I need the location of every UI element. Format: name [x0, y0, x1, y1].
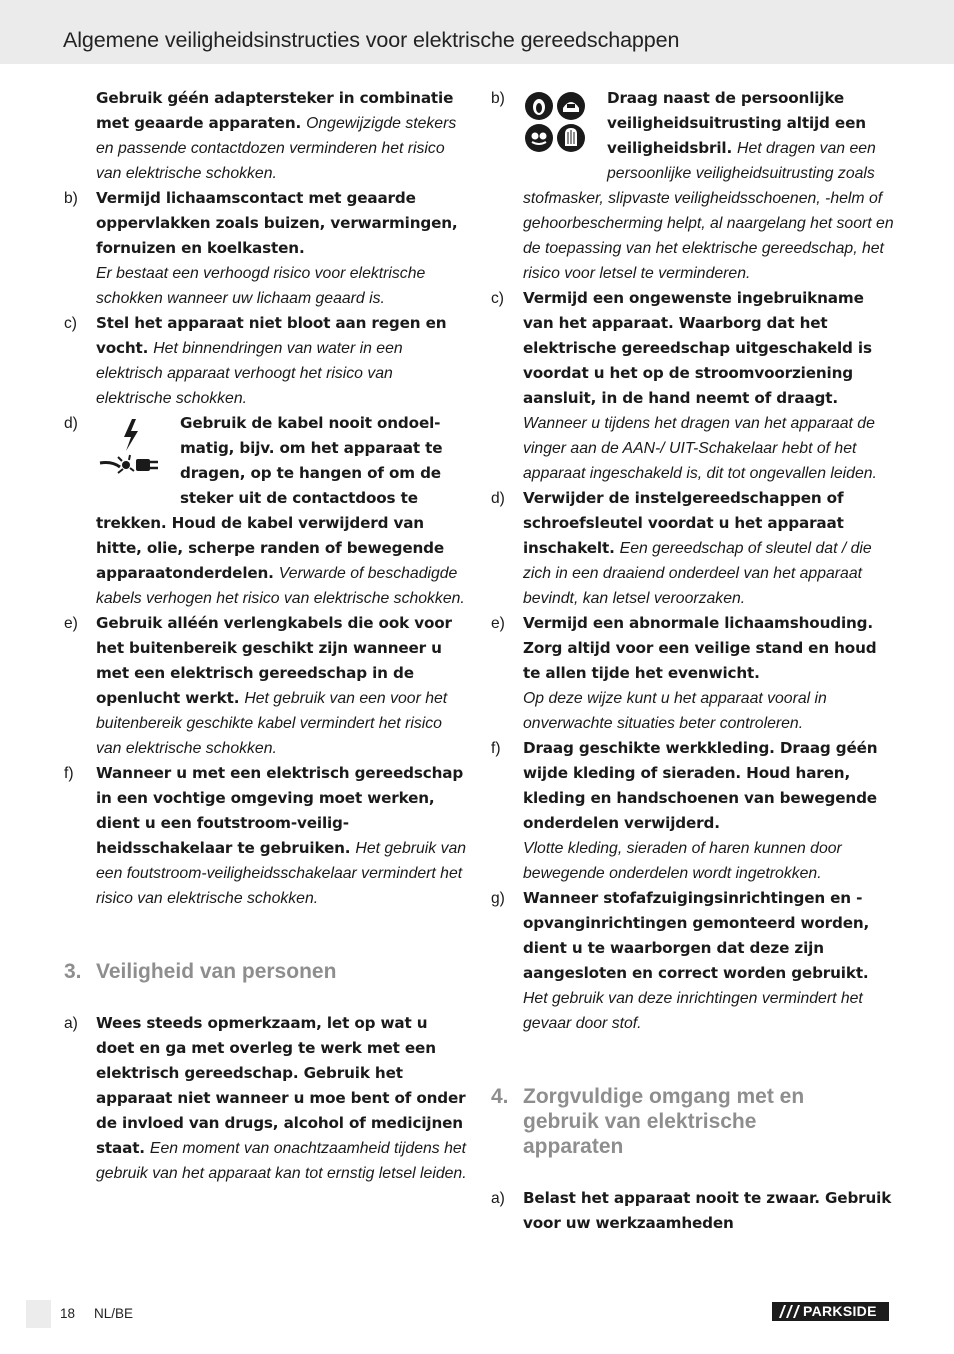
list-item	[487, 486, 897, 611]
language-code: NL/BE	[94, 1306, 134, 1321]
item-letter: c)	[491, 290, 504, 307]
instruction-bold: Gebruik alléén verlengkabels die ook voor het buitenbereik geschikt zijn wanneer u met een elektrisch gereedschap in de openlucht werkt.	[96, 614, 452, 707]
instruction-italic: Ongewijzigde stekers en passende contactdozen verminderen het risico van elektrische schokken.	[96, 115, 457, 182]
item-letter: e)	[491, 615, 505, 632]
list-item	[487, 886, 897, 1036]
item-letter: f)	[64, 765, 74, 782]
item-letter: a)	[64, 1015, 78, 1032]
instruction-italic: Het binnendringen van water in een elektrisch apparaat verhoogt het risico van elektrische schokken.	[96, 340, 403, 407]
instruction-italic: Een moment van onachtzaamheid tijdens het gebruik van het apparaat kan tot ernstig letsel leiden.	[96, 1140, 467, 1182]
item-letter: e)	[64, 615, 78, 632]
instruction-italic: Een gereedschap of sleutel dat / die zich in een draaiend onderdeel van het apparaat bevindt, kan letsel veroorzaken.	[523, 540, 872, 607]
instruction-italic: Er bestaat een verhoogd risico voor elektrische schokken wanneer uw lichaam geaard is.	[96, 265, 426, 307]
page-number-box	[26, 1300, 51, 1328]
instruction-bold: Vermijd een ongewenste ingebruikname van het apparaat. Waarborg dat het elektrische gereedschap uitgeschakeld is voordat u het op de stroomvoorziening aansluit, in de hand neemt of draagt.	[523, 289, 872, 407]
section-number: 4.	[491, 1085, 509, 1108]
list-item	[487, 286, 897, 486]
instruction-italic: Het gebruik van een voor het buitenbereik geschikte kabel vermindert het risico van elektrische schokken.	[96, 690, 448, 757]
page-number: 18	[60, 1306, 76, 1321]
instruction-italic: Vlotte kleding, sieraden of haren kunnen door bewegende onderdelen wordt ingetrokken.	[523, 840, 842, 882]
protective-equipment-icon	[523, 90, 589, 162]
section-title-text: Veiligheid van personen	[96, 960, 337, 983]
list-item	[60, 311, 470, 411]
list-item	[60, 1011, 470, 1186]
parkside-logo	[772, 1302, 889, 1321]
section-heading	[487, 1084, 827, 1159]
instruction-bold: Wanneer stofafzuigingsinrichtingen en -opvanginrichtingen gemonteerd worden, dient u te waarborgen dat deze zijn aangesloten en correct worden gebruikt.	[523, 889, 870, 982]
instruction-bold: Draag naast de persoonlijke veiligheidsuitrusting altijd een veiligheidsbril.	[607, 89, 866, 157]
list-item	[60, 86, 470, 186]
parkside-stripes-icon	[775, 1302, 803, 1321]
list-item	[60, 186, 470, 311]
list-item	[60, 611, 470, 761]
left-column	[60, 86, 470, 1186]
instruction-italic: Het gebruik van een foutstroom-veiligheidsschakelaar vermindert het risico van elektrische schokken.	[96, 840, 467, 907]
instruction-bold: Vermijd een abnormale lichaamshouding. Zorg altijd voor een veilige stand en houd te allen tijde het evenwicht.	[523, 614, 877, 682]
instruction-bold: Vermijd lichaamscontact met geaarde oppervlakken zoals buizen, verwarmingen, fornuizen en koelkasten.	[96, 189, 458, 257]
list-item	[487, 86, 897, 286]
instruction-bold: Stel het apparaat niet bloot aan regen en vocht.	[96, 314, 447, 357]
item-letter: c)	[64, 315, 77, 332]
cable-warning-icon	[96, 415, 166, 489]
item-letter: b)	[491, 90, 505, 107]
instruction-bold: Gebruik de kabel nooit ondoelmatig, bijv. om het apparaat te dragen, op te hangen of om de steker uit de contactdoos te trekken. Houd de kabel verwijderd van hitte, olie, scherpe randen of bewegende apparaatonderdelen.	[96, 414, 445, 582]
item-letter: d)	[64, 415, 78, 432]
section-title-text: Zorgvuldige omgang met en gebruik van elektrische apparaten	[523, 1085, 805, 1158]
item-letter: f)	[491, 740, 501, 757]
instruction-bold: Wanneer u met een elektrisch gereedschap in een vochtige omgeving moet werken, dient u een foutstroom-veiligheidsschakelaar te gebruiken.	[96, 764, 464, 857]
instruction-bold: Gebruik géén adaptersteker in combinatie met geaarde apparaten.	[96, 89, 454, 132]
list-item	[487, 736, 897, 886]
instruction-italic: Op deze wijze kunt u het apparaat vooral in onverwachte situaties beter controleren.	[523, 690, 827, 732]
instruction-italic: Het gebruik van deze inrichtingen vermindert het gevaar door stof.	[523, 990, 863, 1032]
section-heading	[60, 959, 470, 984]
instruction-bold: Wees steeds opmerkzaam, let op wat u doet en ga met overleg te werk met een elektrisch gereedschap. Gebruik het apparaat niet wanneer u moe bent of onder de invloed van drugs, alcohol of medicijnen staat.	[96, 1014, 466, 1157]
page-title: Algemene veiligheidsinstructies voor elektrische gereedschappen	[63, 28, 680, 52]
right-column	[487, 86, 897, 1236]
instruction-italic: Verwarde of beschadigde kabels verhogen het risico van elektrische schokken.	[96, 565, 465, 607]
item-letter: b)	[64, 190, 78, 207]
list-item	[60, 761, 470, 911]
item-letter: d)	[491, 490, 505, 507]
section-number: 3.	[64, 960, 82, 983]
instruction-bold: Belast het apparaat nooit te zwaar. Gebruik voor uw werkzaamheden	[523, 1189, 892, 1232]
list-item	[487, 1186, 897, 1236]
item-letter: g)	[491, 890, 505, 907]
list-item	[60, 411, 470, 611]
instruction-bold: Verwijder de instelgereedschappen of schroefsleutel voordat u het apparaat inschakelt.	[523, 489, 844, 557]
instruction-italic: Het dragen van een persoonlijke veiligheidsuitrusting zoals stofmasker, slipvaste veiligheidsschoenen, -helm of gehoorbescherming helpt, al naargelang het soort en de toepassing van het elektrische gereedschap, het risico voor letsel te verminderen.	[523, 140, 894, 282]
instruction-bold: Draag geschikte werkkleding. Draag géén wijde kleding of sieraden. Houd haren, kleding en handschoenen van bewegende onderdelen verwijderd.	[523, 739, 878, 832]
logo-text: PARKSIDE	[803, 1303, 877, 1319]
list-item	[487, 611, 897, 736]
item-letter: a)	[491, 1190, 505, 1207]
instruction-italic: Wanneer u tijdens het dragen van het apparaat de vinger aan de AAN-/ UIT-Schakelaar hebt of het apparaat ingeschakeld is, dit tot ongevallen leiden.	[523, 415, 877, 482]
